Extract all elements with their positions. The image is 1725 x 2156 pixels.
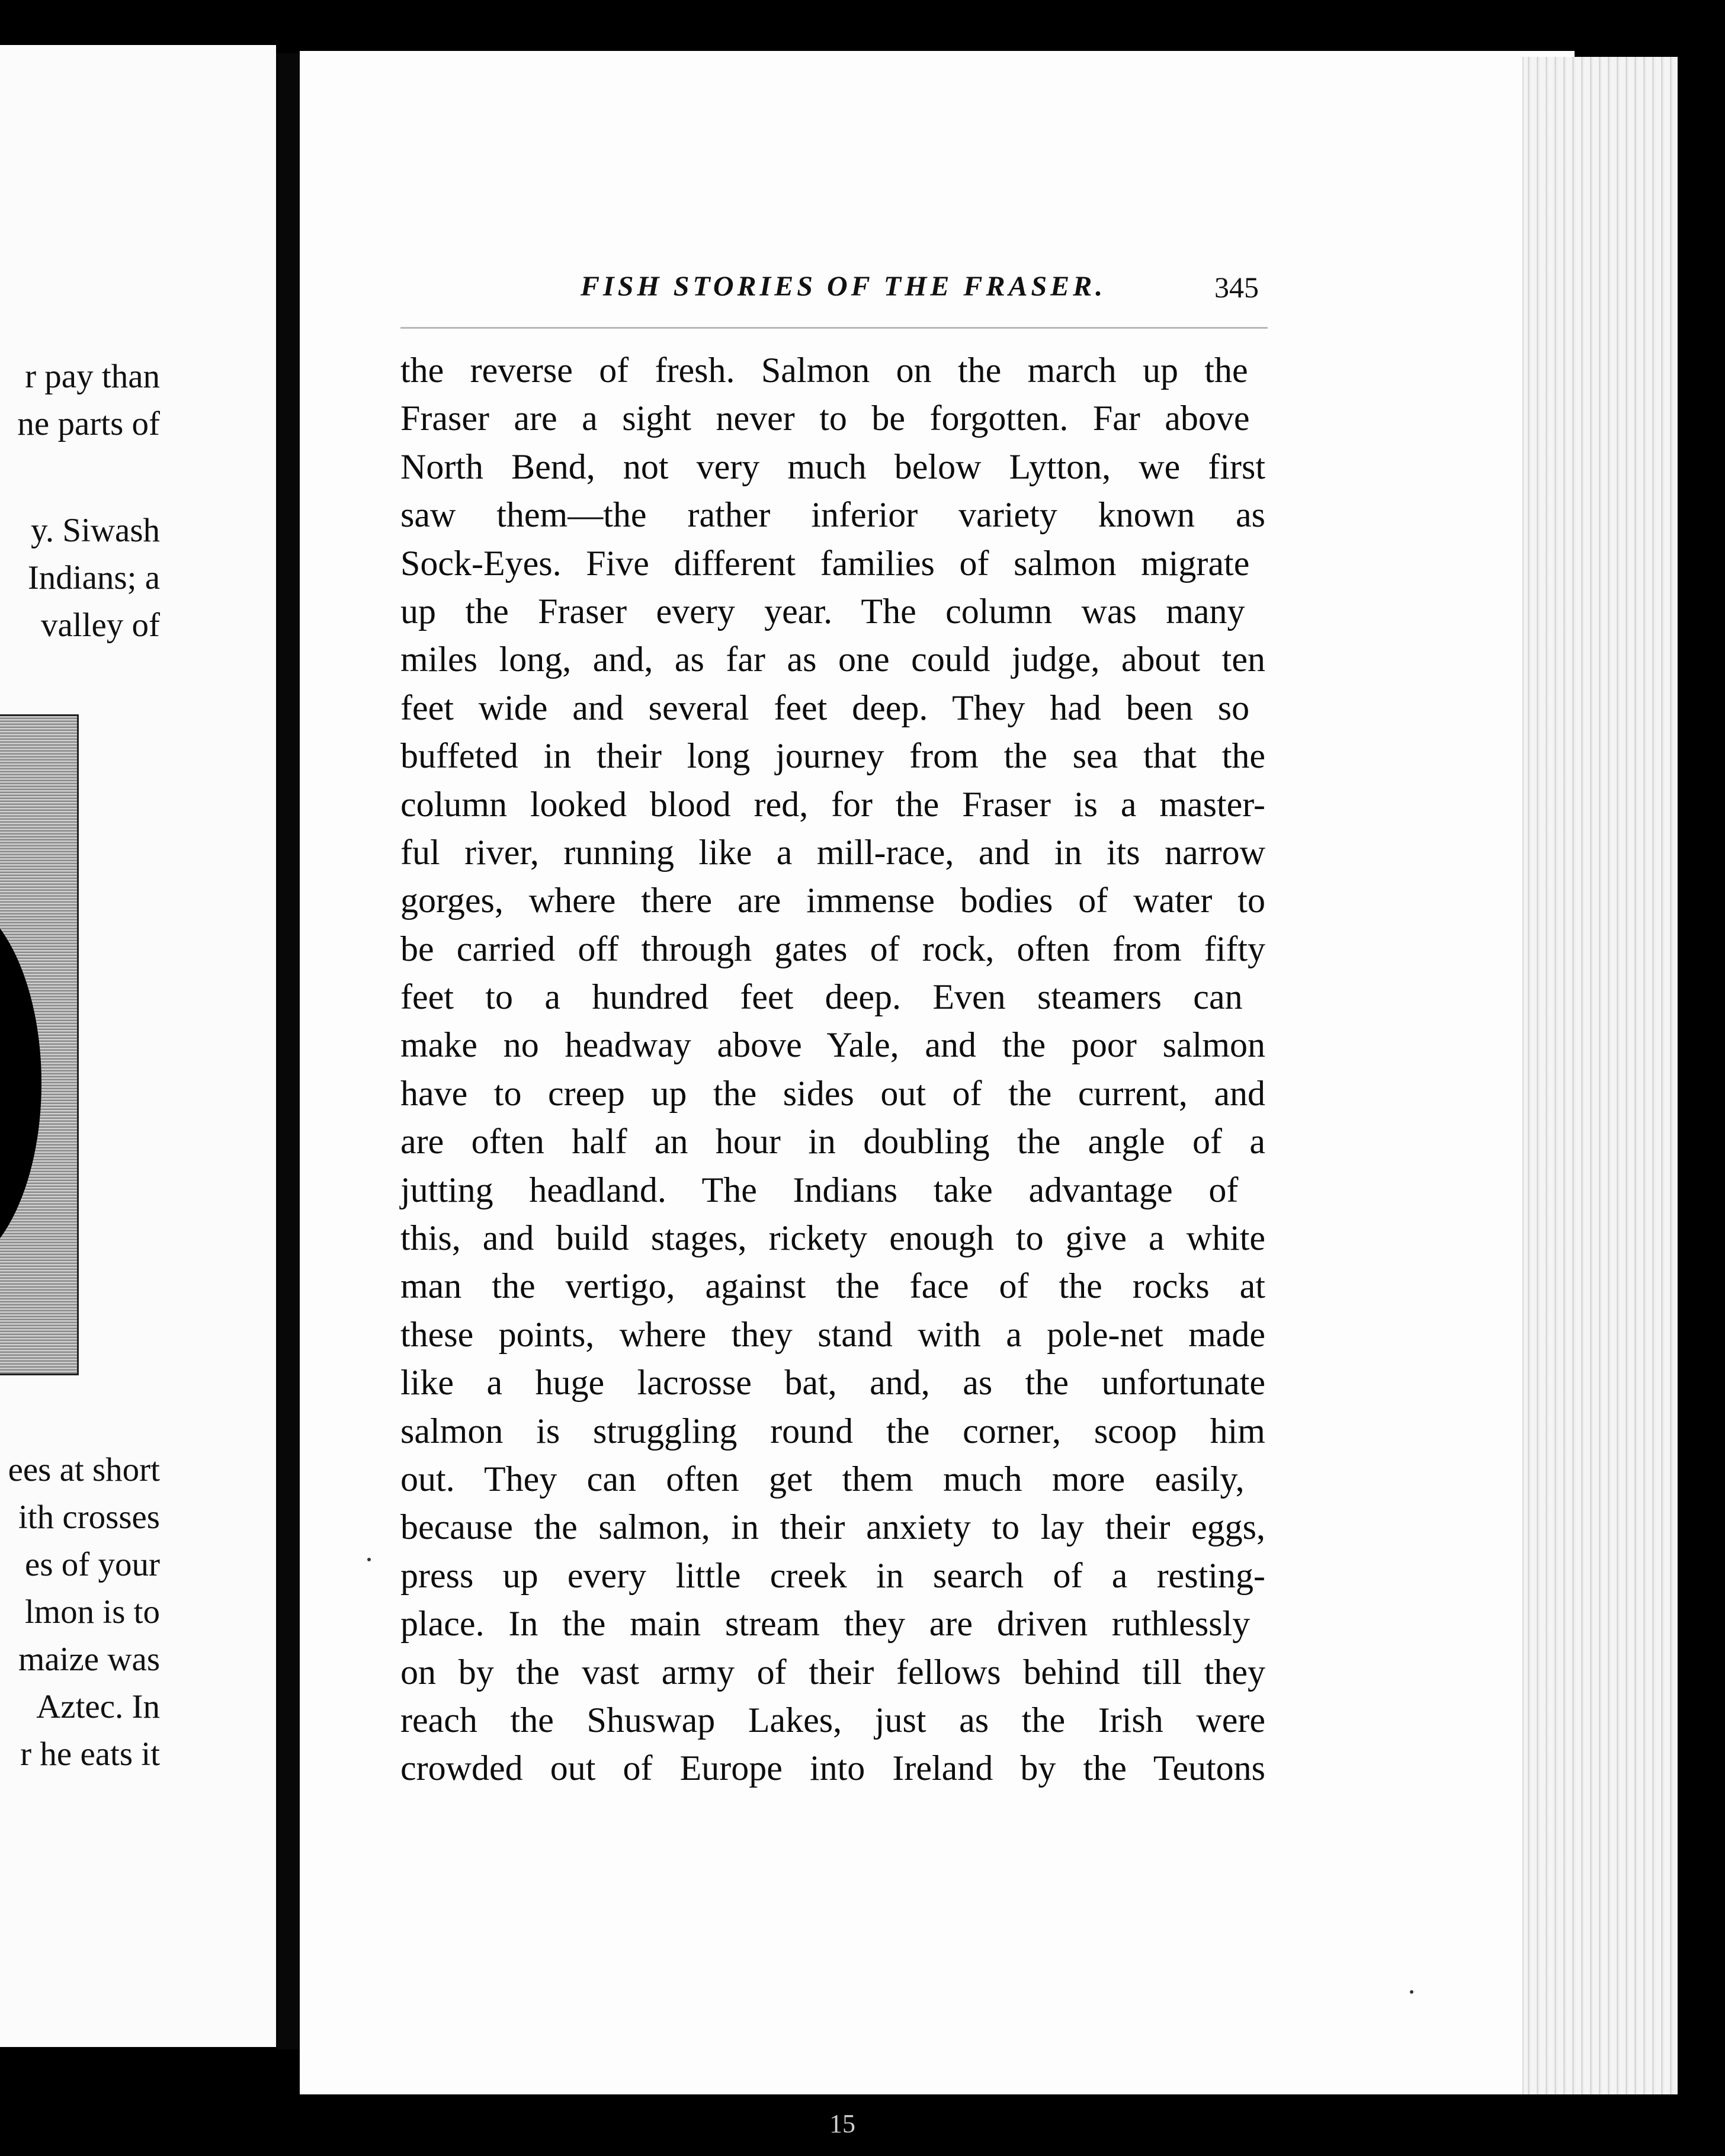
text-line: gorges, where there are immense bodies of water to <box>400 881 1265 920</box>
ink-speck <box>1410 1990 1413 1994</box>
text-line: crowded out of Europe into Ireland by the Teutons <box>400 1748 1266 1788</box>
left-text-line: maize was <box>18 1641 160 1678</box>
text-line: reach the Shuswap Lakes, just as the Irish were <box>400 1700 1265 1740</box>
book-gutter <box>276 53 300 2049</box>
text-line: buffeted in their long journey from the sea that the <box>400 736 1266 776</box>
text-line: place. In the main stream they are driven ruthlessly <box>400 1604 1251 1644</box>
text-line: like a huge lacrosse bat, and, as the unfortunate <box>400 1363 1266 1403</box>
page-number: 345 <box>1214 271 1259 304</box>
text-line: jutting headland. The Indians take advantage of <box>400 1170 1239 1209</box>
text-line: Fraser are a sight never to be forgotten. Far above <box>400 399 1250 438</box>
text-line: the reverse of fresh. Salmon on the march up the <box>400 351 1248 390</box>
left-page <box>0 45 276 2047</box>
left-text-line: y. Siwash <box>31 512 160 549</box>
engraving-dark-oval <box>0 894 41 1273</box>
text-line: column looked blood red, for the Fraser is a master- <box>400 784 1266 824</box>
left-text-line: Aztec. In <box>36 1688 160 1725</box>
left-text-line: ees at short <box>8 1451 160 1488</box>
text-line: ful river, running like a mill-race, and in its narrow <box>400 832 1265 872</box>
text-line: be carried off through gates of rock, often from fifty <box>400 929 1266 968</box>
left-text-line: es of your <box>25 1546 160 1583</box>
text-line: feet to a hundred feet deep. Even steamers can <box>400 977 1243 1017</box>
text-line: these points, where they stand with a pole-net made <box>400 1314 1266 1354</box>
left-text-line: lmon is to <box>24 1593 160 1631</box>
header-rule <box>400 327 1268 329</box>
text-line: miles long, and, as far as one could judge, about ten <box>400 640 1265 679</box>
text-line: man the vertigo, against the face of the rocks at <box>400 1266 1265 1306</box>
running-head: FISH STORIES OF THE FRASER. <box>581 271 1107 302</box>
text-line: because the salmon, in their anxiety to lay their eggs, <box>400 1507 1266 1547</box>
scan-mark: 15 <box>829 2109 855 2138</box>
left-text-line: ith crosses <box>18 1499 160 1536</box>
left-text-line: r pay than <box>25 358 160 395</box>
text-line: out. They can often get them much more easily, <box>400 1459 1245 1499</box>
page-edges <box>1522 57 1678 2094</box>
text-line: have to creep up the sides out of the current, and <box>400 1073 1265 1113</box>
text-line: on by the vast army of their fellows behind till they <box>400 1652 1265 1692</box>
text-line: make no headway above Yale, and the poor salmon <box>400 1025 1265 1065</box>
ink-speck <box>367 1558 371 1561</box>
left-text-line: r he eats it <box>20 1735 160 1773</box>
text-line: saw them—the rather inferior variety known as <box>400 495 1265 535</box>
text-line: are often half an hour in doubling the angle of a <box>400 1122 1265 1162</box>
text-line: North Bend, not very much below Lytton, we first <box>400 447 1266 486</box>
text-line: this, and build stages, rickety enough to give a white <box>400 1218 1266 1258</box>
left-text-line: ne parts of <box>17 405 160 442</box>
engraving-illustration <box>0 714 79 1375</box>
left-text-line: valley of <box>40 607 160 644</box>
text-line: salmon is struggling round the corner, scoop him <box>400 1411 1265 1451</box>
text-line: feet wide and several feet deep. They had been so <box>400 688 1250 727</box>
left-text-line: Indians; a <box>27 559 160 596</box>
body-text <box>400 346 1265 1793</box>
text-line: Sock-Eyes. Five different families of salmon migrate <box>400 543 1250 583</box>
text-line: press up every little creek in search of a resting- <box>400 1555 1265 1595</box>
text-line: up the Fraser every year. The column was many <box>400 591 1245 631</box>
